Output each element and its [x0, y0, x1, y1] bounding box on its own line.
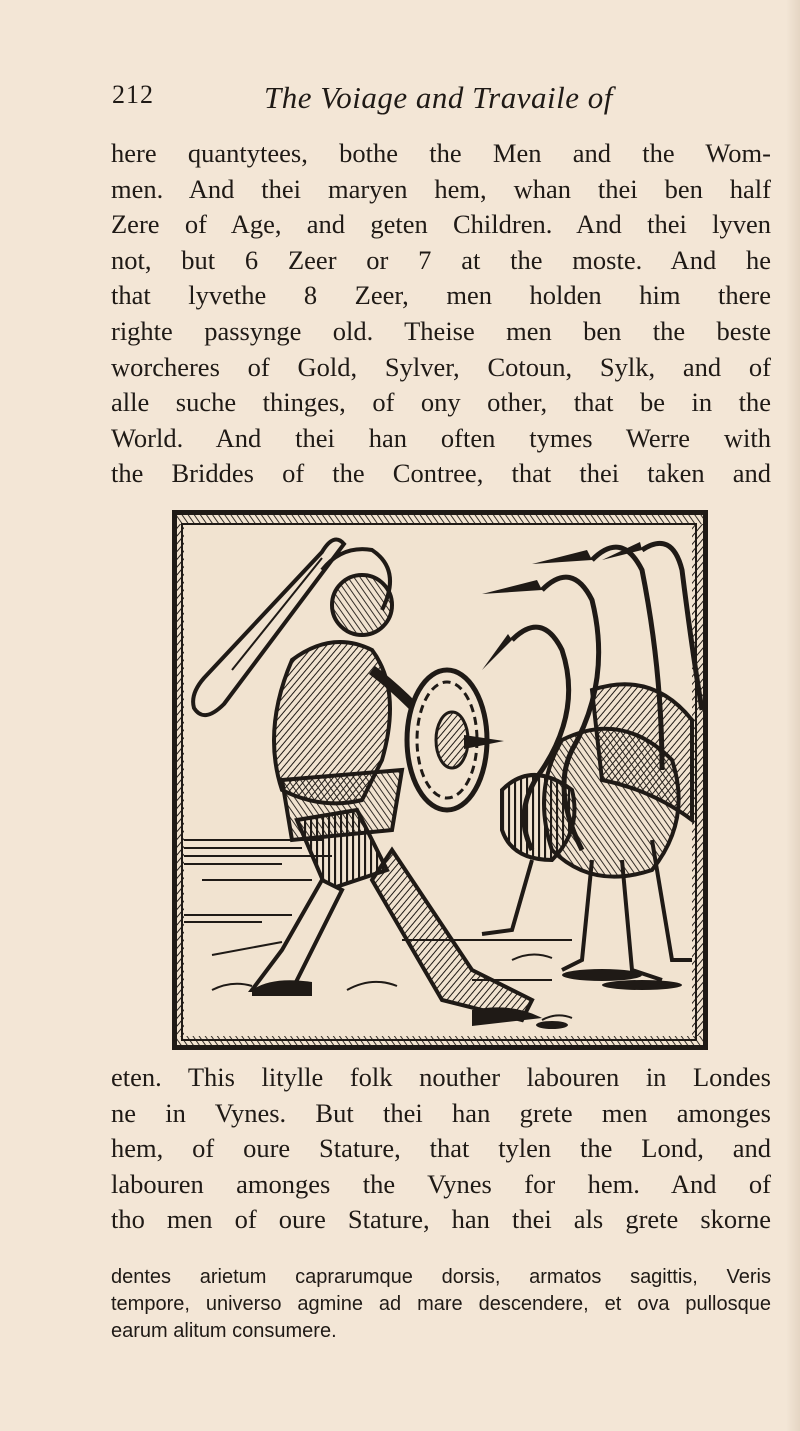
- text-line: Zere of Age, and geten Children. And thei lyven: [111, 209, 771, 240]
- text-line: eten. This litylle folk nouther labouren in Londes: [111, 1062, 771, 1092]
- text-line: that lyvethe 8 Zeer, men holden him there: [111, 280, 771, 311]
- text-line: ne in Vynes. But thei han grete men amonges: [111, 1097, 771, 1128]
- lower-paragraph: [111, 1060, 771, 1238]
- text-line: the Briddes of the Contree, that thei taken and: [111, 458, 771, 489]
- woodcut-illustration: [172, 510, 708, 1050]
- text-line: here quantytees, bothe the Men and the Wom-: [111, 138, 771, 168]
- text-line: worcheres of Gold, Sylver, Cotoun, Sylk, and of: [111, 351, 771, 382]
- note-line: tempore, universo agmine ad mare descendere, et ova pullosque: [111, 1293, 771, 1315]
- text-line: men. And thei maryen hem, whan thei ben half: [111, 173, 771, 204]
- text-line: not, but 6 Zeer or 7 at the moste. And he: [111, 244, 771, 275]
- running-title: The Voiage and Travaile of: [264, 80, 613, 115]
- note-line: earum alitum consumere.: [111, 1320, 337, 1342]
- page-edge-shadow: [786, 0, 800, 1431]
- running-head: [112, 80, 672, 120]
- latin-footnote: [111, 1264, 771, 1345]
- text-line: labouren amonges the Vynes for hem. And of: [111, 1168, 771, 1199]
- text-line: hem, of oure Stature, that tylen the Lond, and: [111, 1133, 771, 1164]
- upper-paragraph: [111, 136, 771, 492]
- text-line: alle suche thinges, of ony other, that be in the: [111, 387, 771, 418]
- page-number: 212: [112, 80, 154, 109]
- text-line: tho men of oure Stature, han thei als grete skorne: [111, 1204, 771, 1235]
- text-line: World. And thei han often tymes Werre with: [111, 422, 771, 453]
- note-line: dentes arietum caprarumque dorsis, armatos sagittis, Veris: [111, 1266, 771, 1288]
- woodcut-pygmy-fighting-cranes-icon: [172, 510, 708, 1050]
- text-line: righte passynge old. Theise men ben the beste: [111, 315, 771, 346]
